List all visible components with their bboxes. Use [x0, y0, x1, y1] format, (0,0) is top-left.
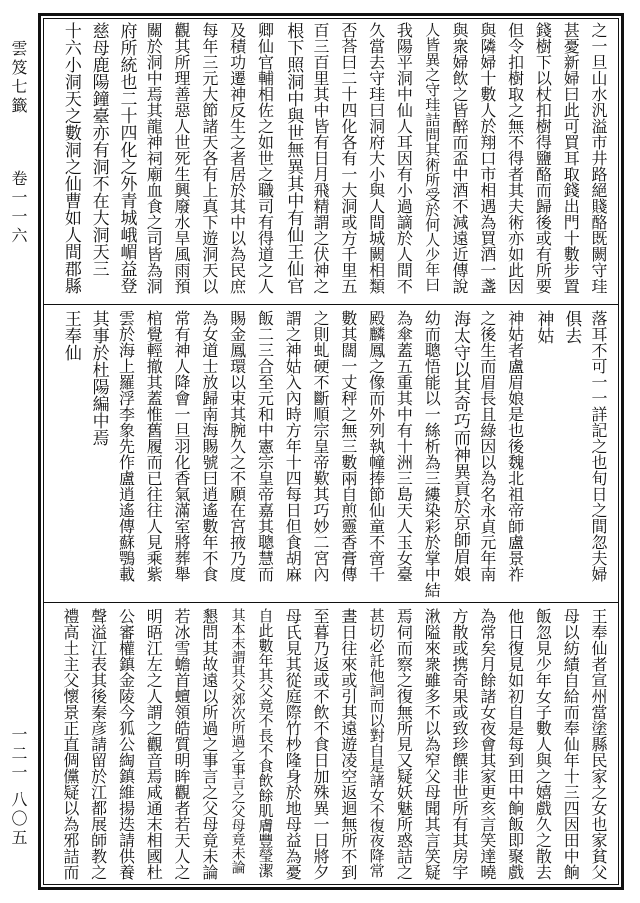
text-column: 若冰雪蟾首蟺領皓質明眸觀者若天人之	[172, 608, 192, 880]
text-column: 賜金鳳環以束其腕久之不願在宮掖乃度	[227, 310, 247, 582]
text-column: 府所統也二十四化之外青城峨嵋益登	[116, 22, 137, 294]
text-column: 甚切必託他詞而以對自是諸女不復夜降常	[367, 608, 386, 878]
text-column: 落耳不可一一詳記之也旬日之間忽夫婦	[589, 310, 608, 582]
text-column: 飯忽見少年女子數人與之嬉戲久之散去	[533, 608, 553, 880]
text-section-3	[56, 608, 612, 884]
text-column: 方散或携奇果或致珍饌非世所有其房宇	[450, 608, 470, 880]
text-column: 十六小洞天之數洞之仙曹如人間郡縣	[60, 22, 81, 294]
text-column: 卿仙官輔相佐之如世之職司有得道之人	[255, 22, 275, 294]
text-column: 海太守以其奇巧而神異貢於京師眉娘	[450, 310, 471, 582]
text-column: 懇問其故遠以所過之事言之父母竟未論	[199, 608, 219, 880]
text-column: 殿麟鳳之像而外列執幢捧節仙童不啻千	[366, 310, 386, 582]
text-column: 焉伺而察之復無所見又疑妖魅所惑詰之	[394, 608, 414, 880]
text-column: 甚憂新婦曰此可買耳取錢出門十數步置	[561, 22, 581, 294]
text-column: 神姑	[533, 310, 554, 344]
text-column: 觀其所理善惡人世死生興廢水旱風雨預	[172, 22, 192, 294]
section-divider-bottom	[44, 602, 618, 603]
text-column: 數其闊一丈秤之無三數兩自煎靈香膏傳	[338, 310, 358, 582]
text-column: 根下照洞中與世無異其中有仙王仙官	[283, 22, 304, 294]
text-column: 久當去守珪曰洞府大小與人間城闕相類	[366, 22, 386, 294]
text-column: 每年三元大節諸天各有上真下遊洞天以	[199, 22, 219, 294]
text-column: 幼而聰悟能以一絲析為三縷染彩於掌中結	[422, 310, 442, 598]
text-column: 王奉仙者宣州當塗縣民家之女也家貧父	[589, 608, 608, 880]
page-number: 一二一 八〇五	[9, 726, 28, 849]
text-column: 母以紡績自給而奉仙年十三四因田中餉	[561, 608, 581, 880]
text-section-1	[56, 22, 612, 302]
text-column: 棺覺輕撤其蓋惟舊履而已往往人見乘紫	[144, 310, 164, 582]
text-column: 與衆婦飲之皆醉而盃中酒不減遠近傳說	[450, 22, 470, 294]
text-column: 為傘蓋五重其中有十洲三島天人玉女臺	[394, 310, 414, 582]
section-divider-top	[44, 304, 618, 305]
text-column: 之一旦山水汎溢市井路絕賤酪既闕守珪	[589, 22, 608, 294]
text-column: 神姑者盧眉娘是也後魏北祖帝師盧景祚	[505, 310, 525, 582]
text-column: 之則虬硬不斷順宗皇帝歎其巧妙二宮內	[311, 310, 331, 582]
text-column: 錢樹下以杖扣樹得鹽酪而歸後或有所要	[533, 22, 553, 294]
text-column: 其事於杜陽編中焉	[88, 310, 109, 446]
text-column: 之後生而眉長且綠因以為名永貞元年南	[477, 310, 497, 582]
text-column: 王奉仙	[60, 310, 81, 361]
text-column: 為女道士放歸南海賜號曰逍遙數年不食	[199, 310, 219, 582]
text-column: 晝日往來或引其遠遊凌空返迴無所不到	[338, 608, 358, 880]
text-column: 人皆異之守珪詰問其術所受於何人少年曰	[423, 22, 442, 292]
text-column: 俱去	[561, 310, 582, 344]
text-column: 我陽平洞中仙人耳因有小過謫於人間不	[394, 22, 414, 294]
juan-number: 卷一一六	[9, 170, 28, 246]
text-column: 雲於海上羅浮李象先作盧逍遙傳蘇鶚載	[116, 310, 136, 582]
text-column: 母氏見其從庭際竹杪隆身於地母益為憂	[283, 608, 303, 880]
book-title: 雲笈七籤	[9, 40, 28, 116]
text-column: 關於洞中焉其龍神祠廟血食之司皆為洞	[144, 22, 164, 294]
text-column: 他日復見如初自是每到田中餉飯即聚戲	[505, 608, 525, 880]
text-column: 否荅曰二十四化各有一大洞或方千里五	[338, 22, 358, 294]
text-column: 百三百里其中皆有日月飛精謂之伏神之	[311, 22, 331, 294]
text-column: 常有神人降會一旦羽化香氣滿室將葬舉	[172, 310, 192, 582]
text-column: 其本末謂其父郊次所過之事言之父母竟未論	[229, 608, 246, 874]
text-column: 自此數年其父竟不長不食飲餘肌膚豐瑩潔	[256, 608, 275, 878]
text-column: 為常矣月餘諸女夜會其家更亥言笑達曉	[477, 608, 497, 880]
text-section-2	[56, 310, 612, 600]
text-column: 明晤江左之人謂之觀音焉咸通末相國杜	[144, 608, 164, 880]
text-column: 禮高土主父懷景正直倜儻疑以為邪詰而	[60, 608, 80, 880]
text-column: 至暮乃返或不飲不食日加殊異一日將夕	[311, 608, 331, 880]
text-column: 公審權鎮金陵今狐公綯鎮維揚迭請供養	[116, 608, 136, 880]
text-column: 謂之神姑入內時方年十四每日但食胡麻	[283, 310, 303, 582]
text-column: 飯二三合至元和中憲宗皇帝嘉其聰慧而	[255, 310, 275, 582]
text-column: 及積功遷神反生之者居於其中以為民庶	[227, 22, 247, 294]
text-column: 聲溢江表其後秦彦請留於江都展師教之	[88, 608, 108, 880]
text-column: 但令扣樹取之無不得者其夫術亦如此因	[505, 22, 525, 294]
text-column: 與隣婦十數人於翔口市相遇為買酒一盞	[477, 22, 497, 294]
text-column: 湫隘來衆雖多不以為窄父母聞其言笑疑	[422, 608, 442, 880]
text-column: 慈母鹿陽鐘臺亦有洞不在大洞天三	[88, 22, 109, 277]
